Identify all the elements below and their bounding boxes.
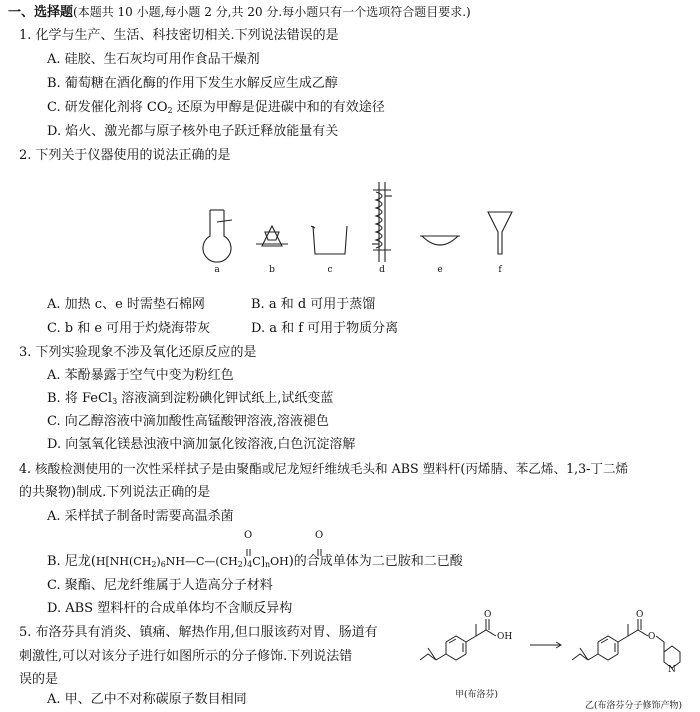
q2-option-b: B. a 和 d 可用于蒸馏: [251, 297, 376, 312]
q1-option-c: C. 研发催化剂将 $CO_2$ 还原为甲醇是促进碳中和的有效途径: [47, 100, 385, 115]
q1-option-a: A. 硅胶、生石灰均可用作食品干燥剂: [47, 52, 260, 67]
jia-label: 甲(布洛芬): [455, 690, 499, 700]
section-note: (本题共 10 小题,每小题 2 分,共 20 分.每小题只有一个选项符合题目要求.): [73, 5, 471, 19]
o2-label: O: [636, 610, 644, 620]
label-e: e: [437, 265, 443, 275]
q4-option-b: B. 尼龙$(H[NH(CH_2)_6NH—C—(CH_2)_4C]_nOH)$的合成单体为二已胺和二已酸: [47, 554, 463, 569]
q4-option-a: A. 采样拭子制备时需要高温杀菌: [47, 509, 234, 524]
q3-stem: 3. 下列实验现象不涉及氧化还原反应的是: [19, 345, 257, 360]
distillation-flask-icon: [203, 210, 232, 262]
o1-label: O: [484, 610, 492, 620]
q3-option-c: C. 向乙醇溶液中滴加酸性高锰酸钾溶液,溶液褪色: [47, 414, 329, 429]
condenser-icon: [372, 182, 392, 262]
q2-stem: 2. 下列关于仪器使用的说法正确的是: [19, 148, 231, 163]
q2-option-d: D. a 和 f 可用于物质分离: [251, 321, 399, 336]
q5-option-a: A. 甲、乙中不对称碳原子数目相同: [47, 692, 247, 707]
q5-stem-line1: 5. 布洛芬具有消炎、镇痛、解热作用,但口服该药对胃、肠道有: [19, 625, 378, 640]
q5-stem-line2: 刺激性,可以对该分子进行如图所示的分子修饰.下列说法错: [19, 649, 353, 664]
q3-option-d: D. 向氢氧化镁悬浊液中滴加氯化铵溶液,白色沉淀溶解: [47, 437, 356, 452]
label-c: c: [327, 265, 333, 275]
n-label: N: [668, 665, 676, 675]
ibuprofen-structure: [420, 619, 496, 660]
label-b: b: [269, 265, 275, 275]
nylon-o1: O: [244, 530, 253, 541]
label-f: f: [498, 265, 502, 275]
section-title: 一、选择题: [8, 5, 74, 20]
q5-stem-line3: 误的是: [19, 672, 59, 687]
label-a: a: [214, 265, 220, 275]
q4-stem-line2: 的共聚物)制成.下列说法正确的是: [19, 485, 211, 500]
funnel-icon: [488, 212, 512, 254]
q3-option-a: A. 苯酚暴露于空气中变为粉红色: [47, 368, 234, 383]
arrow-icon: [530, 642, 561, 648]
q4-option-d: D. ABS 塑料杆的合成单体均不含顺反异构: [47, 601, 293, 616]
q1-stem: 1. 化学与生产、生活、科技密切相关.下列说法错误的是: [19, 28, 339, 43]
q2-option-c: C. b 和 e 可用于灼烧海带灰: [47, 321, 211, 336]
q4-stem-line1: 4. 核酸检测使用的一次性采样拭子是由聚酯或尼龙短纤维绒毛头和 ABS 塑料杆(丙烯腈、苯乙烯、1,3-丁二烯: [19, 461, 629, 476]
q4-option-c: C. 聚酯、尼龙纤维属于人造高分子材料: [47, 578, 273, 593]
evaporating-dish-icon: [420, 236, 460, 245]
modified-product-structure: [572, 619, 680, 668]
oh-label: OH: [497, 632, 513, 642]
yi-label: 乙(布洛芬分子修饰产物): [585, 701, 683, 711]
q2-option-a: A. 加热 c、e 时需垫石棉网: [47, 297, 205, 312]
label-d: d: [379, 265, 385, 275]
o3-label: O: [648, 632, 656, 642]
nylon-o2: O: [315, 530, 324, 541]
q1-option-d: D. 焰火、激光都与原子核外电子跃迁释放能量有关: [47, 124, 339, 139]
q1-option-b: B. 葡萄糖在酒化酶的作用下发生水解反应生成乙醇: [47, 76, 338, 91]
q3-option-b: B. 将 FeCl$_3$ 溶液滴到淀粉碘化钾试纸上,试纸变蓝: [47, 391, 334, 406]
clay-triangle-icon: [256, 226, 288, 246]
beaker-icon: [311, 226, 347, 254]
